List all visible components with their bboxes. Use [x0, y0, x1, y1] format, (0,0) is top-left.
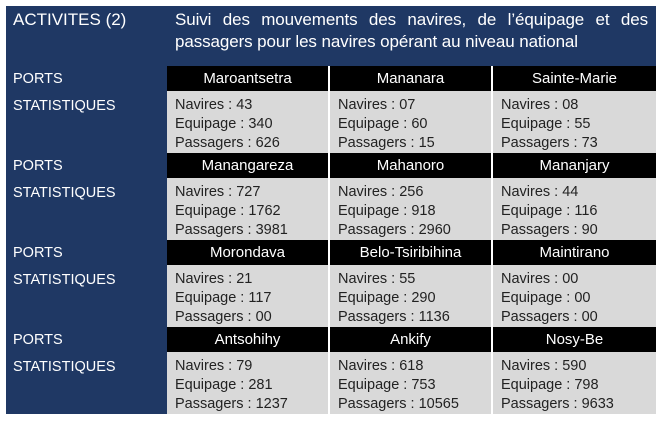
stat-navires: Navires : 44: [501, 184, 579, 200]
ports-row: [6, 153, 656, 178]
stat-passagers: Passagers : 10565: [338, 396, 459, 412]
ports-label: PORTS: [6, 327, 167, 352]
stat-equipage: Equipage : 117: [175, 290, 272, 306]
stat-passagers: Passagers : 9633: [501, 396, 614, 412]
ports-row: [6, 327, 656, 352]
section-label: ACTIVITES (2): [6, 6, 167, 66]
stat-navires: Navires : 00: [501, 271, 579, 287]
port-statistics: [492, 91, 656, 153]
port-statistics: [492, 265, 656, 327]
ports-label: PORTS: [6, 66, 167, 91]
ports-row: [6, 66, 656, 91]
port-name: Maintirano: [492, 240, 656, 265]
stat-equipage: Equipage : 00: [501, 290, 591, 306]
ports-row: [6, 240, 656, 265]
stat-equipage: Equipage : 798: [501, 377, 599, 393]
stat-equipage: Equipage : 55: [501, 116, 591, 132]
stat-navires: Navires : 55: [338, 271, 416, 287]
stat-equipage: Equipage : 1762: [175, 203, 281, 219]
port-name: Belo-Tsiribihina: [329, 240, 492, 265]
port-statistics: [492, 178, 656, 240]
port-statistics: [329, 91, 492, 153]
stat-equipage: Equipage : 290: [338, 290, 436, 306]
stat-equipage: Equipage : 753: [338, 377, 436, 393]
stat-passagers: Passagers : 1237: [175, 396, 288, 412]
section-title: Suivi des mouvements des navires, de l’équipage et des passagers pour les navires opérant au niveau national: [167, 6, 656, 66]
stat-passagers: Passagers : 15: [338, 135, 435, 151]
stat-passagers: Passagers : 00: [175, 309, 272, 325]
port-statistics: [167, 265, 329, 327]
stat-passagers: Passagers : 1136: [338, 309, 450, 325]
statistics-row: [6, 178, 656, 240]
port-name: Mananjary: [492, 153, 656, 178]
port-statistics: [167, 91, 329, 153]
stat-navires: Navires : 21: [175, 271, 253, 287]
stat-navires: Navires : 43: [175, 97, 253, 113]
activities-table: [6, 6, 656, 414]
port-statistics: [492, 352, 656, 414]
stat-equipage: Equipage : 60: [338, 116, 428, 132]
stat-equipage: Equipage : 340: [175, 116, 273, 132]
stat-passagers: Passagers : 90: [501, 222, 598, 238]
stat-navires: Navires : 618: [338, 358, 424, 374]
stat-navires: Navires : 256: [338, 184, 424, 200]
stat-navires: Navires : 79: [175, 358, 253, 374]
statistics-row: [6, 91, 656, 153]
stat-navires: Navires : 727: [175, 184, 261, 200]
stat-navires: Navires : 08: [501, 97, 579, 113]
port-statistics: [167, 178, 329, 240]
header-row: [6, 6, 656, 66]
stat-passagers: Passagers : 00: [501, 309, 598, 325]
port-name: Morondava: [167, 240, 329, 265]
stat-navires: Navires : 07: [338, 97, 416, 113]
stat-equipage: Equipage : 116: [501, 203, 598, 219]
port-name: Maroantsetra: [167, 66, 329, 91]
stat-equipage: Equipage : 281: [175, 377, 273, 393]
stat-navires: Navires : 590: [501, 358, 587, 374]
statistics-row: [6, 265, 656, 327]
port-name: Mahanoro: [329, 153, 492, 178]
port-statistics: [329, 265, 492, 327]
ports-label: PORTS: [6, 240, 167, 265]
ports-label: PORTS: [6, 153, 167, 178]
statistics-label: STATISTIQUES: [6, 91, 167, 153]
stat-passagers: Passagers : 73: [501, 135, 598, 151]
port-name: Manangareza: [167, 153, 329, 178]
port-statistics: [329, 178, 492, 240]
statistics-label: STATISTIQUES: [6, 265, 167, 327]
port-name: Nosy-Be: [492, 327, 656, 352]
statistics-row: [6, 352, 656, 414]
port-name: Mananara: [329, 66, 492, 91]
stat-passagers: Passagers : 3981: [175, 222, 288, 238]
statistics-label: STATISTIQUES: [6, 178, 167, 240]
port-name: Ankify: [329, 327, 492, 352]
stat-equipage: Equipage : 918: [338, 203, 436, 219]
port-statistics: [167, 352, 329, 414]
statistics-label: STATISTIQUES: [6, 352, 167, 414]
port-name: Sainte-Marie: [492, 66, 656, 91]
stat-passagers: Passagers : 2960: [338, 222, 451, 238]
port-statistics: [329, 352, 492, 414]
port-name: Antsohihy: [167, 327, 329, 352]
stat-passagers: Passagers : 626: [175, 135, 280, 151]
